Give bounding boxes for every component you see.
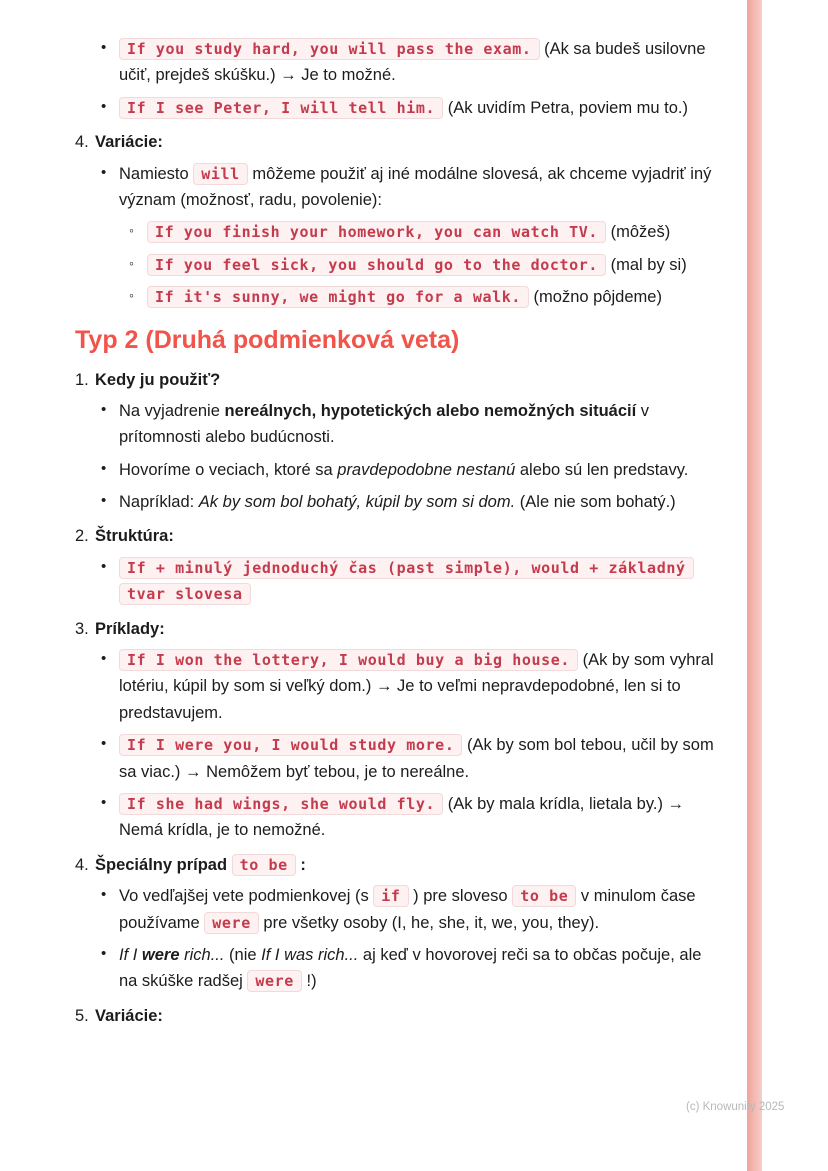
item-text xyxy=(119,732,719,785)
bullet-icon: • xyxy=(101,557,107,575)
bullet-list xyxy=(75,883,719,995)
bullet-list xyxy=(75,36,719,121)
item-number: 2. xyxy=(75,527,89,546)
code-snippet: if xyxy=(373,885,408,907)
item-number: 3. xyxy=(75,619,89,638)
list-item xyxy=(75,36,719,89)
numbered-item xyxy=(75,367,719,393)
text-run: (Ak by som vyhral lotériu, kúpil by som si veľký dom.) → Je to veľmi nepravdepodobné, len si to predstavujem. xyxy=(119,651,714,722)
item-text xyxy=(119,398,719,451)
item-text xyxy=(95,852,719,878)
bold-text: Variácie: xyxy=(95,133,163,152)
bullet-list xyxy=(75,161,719,214)
list-item xyxy=(75,883,719,936)
text-run: v prítomnosti alebo budúcnosti. xyxy=(119,401,650,447)
item-text xyxy=(119,161,719,214)
text-run: alebo sú len predstavy. xyxy=(515,460,689,479)
list-item xyxy=(75,95,719,121)
text-run: !) xyxy=(301,972,317,991)
code-snippet: were xyxy=(247,970,302,992)
bullet-icon: ◦ xyxy=(129,222,134,239)
bullet-icon: • xyxy=(101,492,107,510)
item-text xyxy=(95,523,719,549)
item-number: 4. xyxy=(75,133,89,152)
bold-italic-text: were xyxy=(141,945,180,964)
item-text xyxy=(95,129,719,155)
bold-text: : xyxy=(295,855,306,874)
list-item xyxy=(75,398,719,451)
text-run: (Ale nie som bohatý.) xyxy=(515,493,676,512)
text-run: Napríklad: xyxy=(119,493,199,512)
text-run: môžeme použiť aj iné modálne slovesá, ak chceme vyjadriť iný význam (možnosť, radu, povolenie): xyxy=(119,164,712,209)
bullet-icon: • xyxy=(101,886,107,904)
numbered-item xyxy=(75,616,719,642)
bullet-list xyxy=(75,647,719,844)
bold-text: Špeciálny prípad xyxy=(95,855,232,874)
text-run: Namiesto xyxy=(119,164,194,183)
text-run: (Ak uvidím Petra, poviem mu to.) xyxy=(443,98,689,117)
bullet-icon: • xyxy=(101,735,107,753)
bullet-icon: • xyxy=(101,39,107,56)
bullet-icon: • xyxy=(101,650,107,668)
item-text xyxy=(119,555,719,608)
item-text xyxy=(119,791,719,844)
italic-text: pravdepodobne nestanú xyxy=(337,460,516,479)
bold-text: nereálnych, hypotetických alebo nemožných situácií xyxy=(224,401,637,420)
bullet-list xyxy=(75,219,719,310)
numbered-item xyxy=(75,523,719,549)
code-snippet: to be xyxy=(232,854,296,876)
text-run: pre všetky osoby (I, he, she, it, we, you, they). xyxy=(258,913,600,932)
item-text xyxy=(119,489,719,515)
item-text xyxy=(119,36,719,89)
document-content xyxy=(75,36,719,1034)
list-item xyxy=(75,489,719,515)
bold-text: Kedy ju použiť? xyxy=(95,370,221,389)
item-text xyxy=(119,942,719,995)
code-snippet: If + minulý jednoduchý čas (past simple), would + základný tvar slovesa xyxy=(119,557,694,605)
bullet-list xyxy=(75,555,719,608)
code-snippet: If I won the lottery, I would buy a big house. xyxy=(119,649,578,671)
list-item xyxy=(75,457,719,483)
text-run: Vo vedľajšej vete podmienkovej (s xyxy=(119,887,374,906)
bullet-list xyxy=(75,398,719,516)
bullet-icon: • xyxy=(101,459,107,477)
page-edge-bar xyxy=(747,0,762,1171)
bold-text: Variácie: xyxy=(95,1006,163,1025)
item-number: 4. xyxy=(75,855,89,874)
italic-text: If I was rich... xyxy=(261,945,359,964)
code-snippet: If you study hard, you will pass the exam. xyxy=(119,38,540,60)
code-snippet: If it's sunny, we might go for a walk. xyxy=(147,286,529,308)
item-text xyxy=(119,95,719,121)
code-snippet: will xyxy=(193,163,248,185)
watermark: (c) Knowunity 2025 xyxy=(686,1101,785,1113)
section-heading: Typ 2 (Druhá podmienková veta) xyxy=(75,325,460,354)
list-item xyxy=(75,161,719,214)
list-item xyxy=(75,252,719,278)
bullet-icon: • xyxy=(101,944,107,962)
bullet-icon: • xyxy=(101,793,107,811)
code-snippet: If I see Peter, I will tell him. xyxy=(119,97,443,119)
item-text xyxy=(95,367,719,393)
item-text xyxy=(147,284,719,310)
italic-text: rich... xyxy=(179,945,225,964)
code-snippet: If you finish your homework, you can watch TV. xyxy=(147,221,606,243)
text-run: (mal by si) xyxy=(606,255,687,274)
bullet-icon: ◦ xyxy=(129,254,134,271)
item-number: 1. xyxy=(75,370,89,389)
numbered-item xyxy=(75,129,719,155)
italic-text: Ak by som bol bohatý, kúpil by som si dom. xyxy=(198,493,516,512)
code-snippet: If she had wings, she would fly. xyxy=(119,793,443,815)
numbered-item xyxy=(75,852,719,878)
list-item xyxy=(75,647,719,726)
bullet-icon: • xyxy=(101,400,107,418)
text-run: (nie xyxy=(224,945,262,964)
bold-text: Štruktúra: xyxy=(95,527,174,546)
list-item xyxy=(75,284,719,310)
text-run: Hovoríme o veciach, ktoré sa xyxy=(119,460,338,479)
item-text xyxy=(147,219,719,245)
text-run: Na vyjadrenie xyxy=(119,401,225,420)
item-text xyxy=(119,883,719,936)
list-item xyxy=(75,791,719,844)
code-snippet: were xyxy=(204,912,259,934)
bold-text: Príklady: xyxy=(95,619,165,638)
numbered-item xyxy=(75,1003,719,1029)
item-text xyxy=(119,647,719,726)
item-text xyxy=(119,457,719,483)
list-item xyxy=(75,555,719,608)
bullet-icon: • xyxy=(101,163,107,181)
item-text xyxy=(95,1003,719,1029)
bullet-icon: • xyxy=(101,97,107,115)
text-run: (Ak by som bol tebou, učil by som sa viac.) → Nemôžem byť tebou, je to nereálne. xyxy=(119,736,714,781)
italic-text: If I xyxy=(119,945,142,964)
list-item xyxy=(75,732,719,785)
text-run: (Ak sa budeš usilovne učiť, prejdeš skúšku.) → Je to možné. xyxy=(119,40,706,85)
code-snippet: to be xyxy=(512,885,576,907)
text-run: (možno pôjdeme) xyxy=(528,288,662,307)
list-item xyxy=(75,219,719,245)
text-run: v minulom čase používame xyxy=(119,887,696,932)
bullet-icon: ◦ xyxy=(129,287,134,304)
text-run: aj keď v hovorovej reči sa to občas počuje, ale na skúške radšej xyxy=(119,945,702,991)
code-snippet: If you feel sick, you should go to the doctor. xyxy=(147,254,606,276)
text-run: (Ak by mala krídla, lietala by.) → Nemá krídla, je to nemožné. xyxy=(119,794,685,840)
text-run: (môžeš) xyxy=(606,223,671,242)
item-number: 5. xyxy=(75,1006,89,1025)
text-run: ) pre sloveso xyxy=(408,887,513,906)
code-snippet: If I were you, I would study more. xyxy=(119,734,462,756)
item-text xyxy=(147,252,719,278)
list-item xyxy=(75,942,719,995)
item-text xyxy=(95,616,719,642)
